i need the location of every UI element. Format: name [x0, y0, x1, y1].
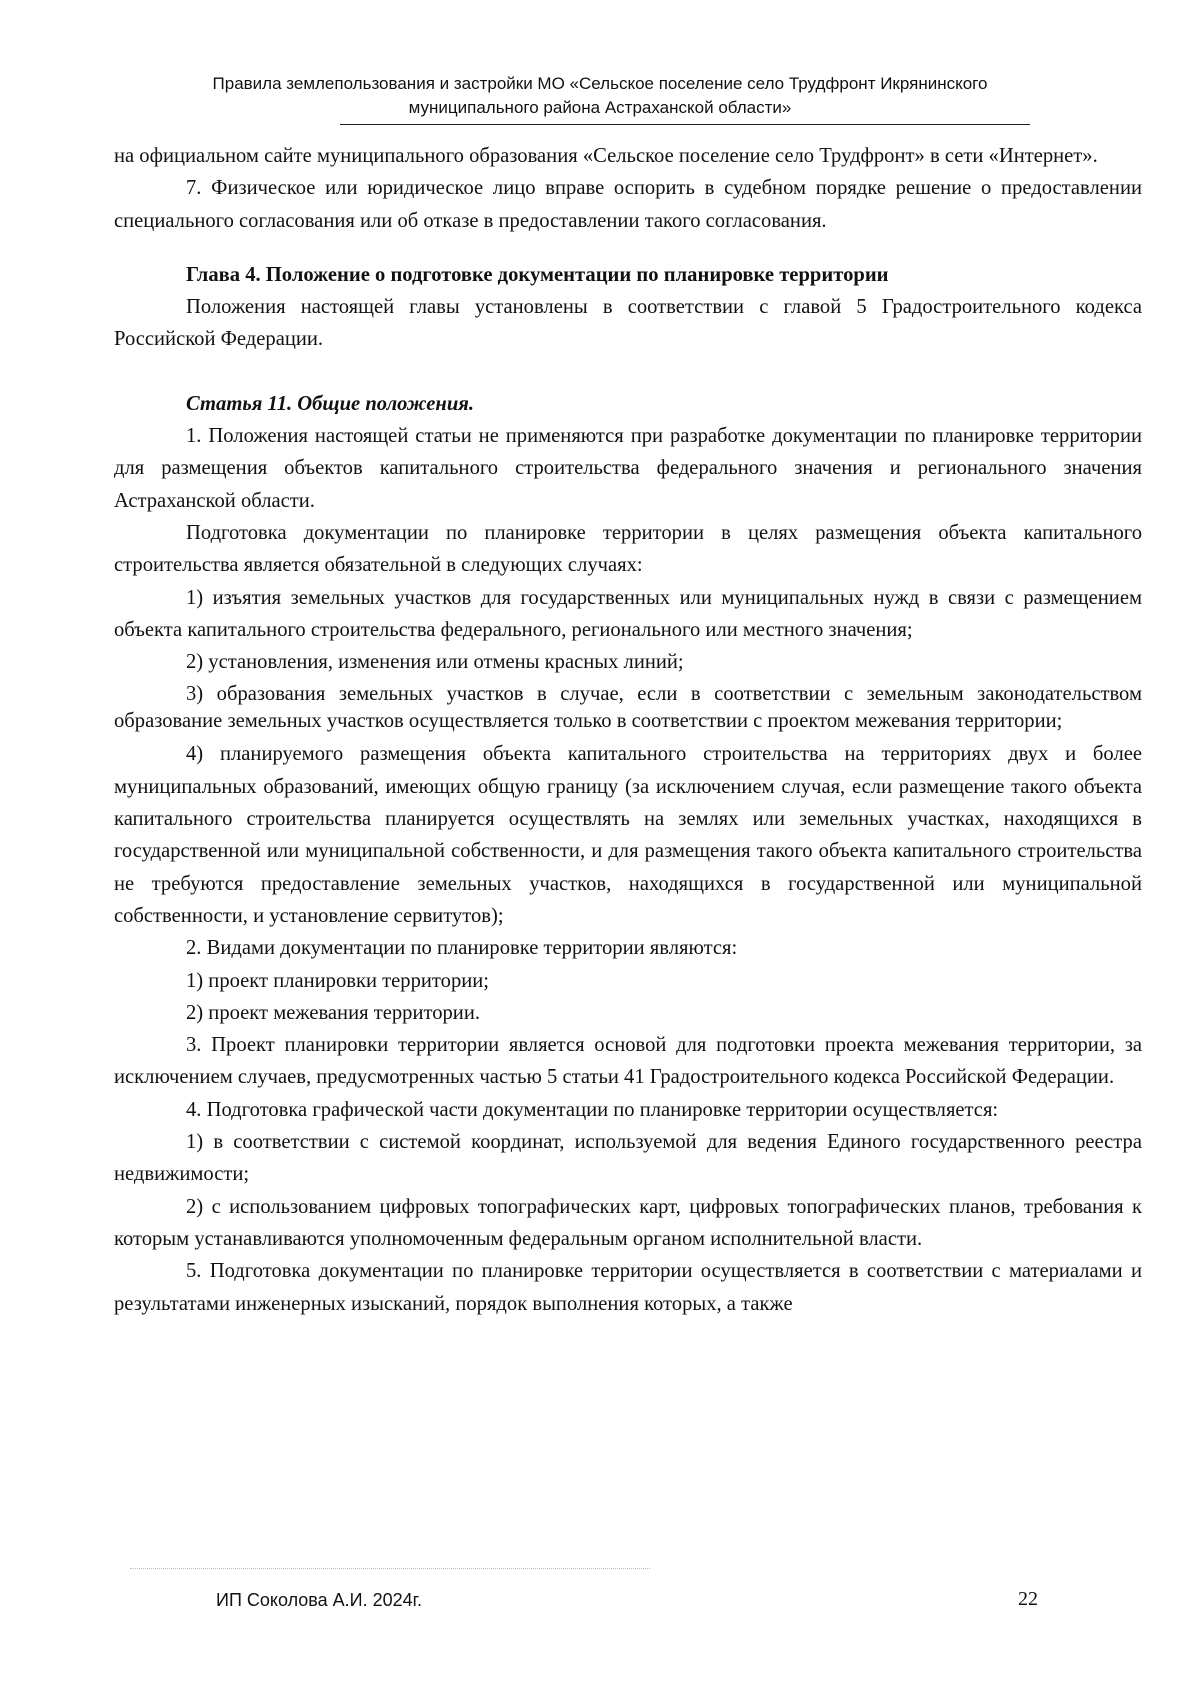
- paragraph: 2. Видами документации по планировке территории являются:: [186, 937, 738, 960]
- footer-divider: [130, 1568, 650, 1569]
- footer-author: ИП Соколова А.И. 2024г.: [216, 1590, 423, 1610]
- paragraph: 5. Подготовка документации по планировке территории осуществляется в соответствии с материалами и результатами инженерных изысканий, порядок выполнения которых, а также: [114, 1260, 1142, 1315]
- paragraph: 1. Положения настоящей статьи не применяются при разработке документации по планировке территории для размещения объектов капитального строительства федерального значения и регионального значения Астраханской области.: [114, 425, 1142, 512]
- header-rule: [340, 124, 1030, 125]
- list-item: 4) планируемого размещения объекта капитального строительства на территориях двух и более муниципальных образований, имеющих общую границу (за исключением случая, если размещение такого объекта капитального строительства планируется осуществлять на землях или земельных участках, находящихся в государственной или муниципальной собственности, и для размещения такого объекта капитального строительства не требуются предоставление земельных участков, находящихся в государственной или муниципальной собственности, и установление сервитутов);: [114, 743, 1142, 927]
- paragraph: Подготовка документации по планировке территории в целях размещения объекта капитального строительства является обязательной в следующих случаях:: [114, 521, 1142, 577]
- header-line-2: муниципального района Астраханской области»: [408, 98, 792, 117]
- paragraph: Положения настоящей главы установлены в соответствии с главой 5 Градостроительного кодекса Российской Федерации.: [114, 296, 1142, 351]
- list-item: 3) образования земельных участков в случае, если в соответствии с земельным законодательством образование земельных участков осуществляется только в соответствии с проектом межевания территории;: [114, 683, 1142, 733]
- article-title: Статья 11. Общие положения.: [186, 392, 475, 415]
- page-number: 22: [1018, 1588, 1038, 1610]
- paragraph: 3. Проект планировки территории является основой для подготовки проекта межевания территории, за исключением случаев, предусмотренных частью 5 статьи 41 Градостроительного кодекса Российской Федерации.: [114, 1034, 1142, 1089]
- running-header: [160, 72, 1040, 120]
- list-item: 1) изъятия земельных участков для государственных или муниципальных нужд в связи с размещением объекта капитального строительства федерального, регионального или местного значения;: [114, 586, 1142, 641]
- paragraph: 4. Подготовка графической части документации по планировке территории осуществляется:: [186, 1098, 999, 1121]
- list-item: 2) установления, изменения или отмены красных линий;: [186, 651, 684, 674]
- header-line-1: Правила землепользования и застройки МО «Сельское поселение село Трудфронт Икрянинского: [212, 74, 988, 93]
- page-body: [114, 140, 1142, 1320]
- chapter-title: Глава 4. Положение о подготовке документации по планировке территории: [186, 263, 889, 286]
- list-item: 1) в соответствии с системой координат, используемой для ведения Единого государственного реестра недвижимости;: [114, 1131, 1142, 1186]
- list-item: 1) проект планировки территории;: [186, 969, 490, 992]
- paragraph: на официальном сайте муниципального образования «Сельское поселение село Трудфронт» в сети «Интернет».: [114, 145, 1098, 167]
- list-item: 2) с использованием цифровых топографических карт, цифровых топографических планов, требования к которым устанавливаются уполномоченным федеральным органом исполнительной власти.: [114, 1195, 1142, 1250]
- list-item: 2) проект межевания территории.: [186, 1001, 480, 1024]
- paragraph: 7. Физическое или юридическое лицо вправе оспорить в судебном порядке решение о предоставлении специального согласования или об отказе в предоставлении такого согласования.: [114, 177, 1142, 232]
